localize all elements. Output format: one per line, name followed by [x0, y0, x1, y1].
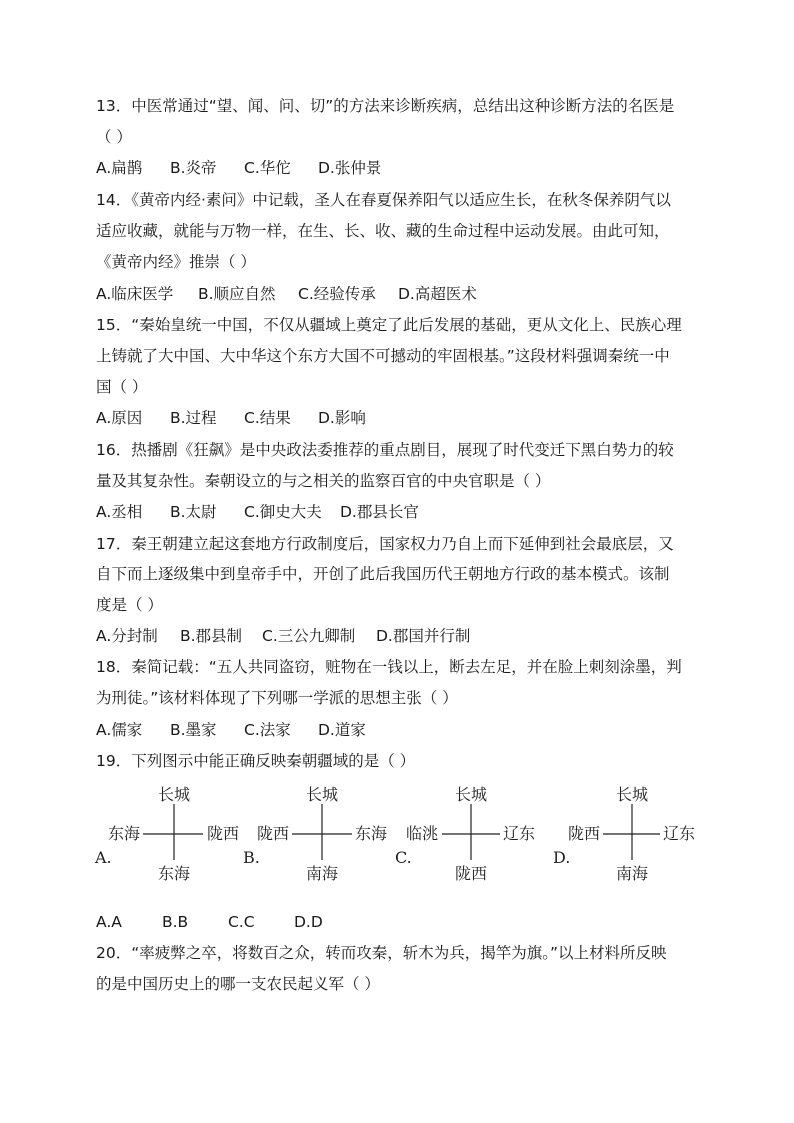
option-d[interactable]: D.郡国并行制 [376, 627, 471, 645]
diagram-letter: C. [395, 848, 412, 867]
option-a[interactable]: A.原因 [96, 409, 143, 427]
option-b[interactable]: B.过程 [170, 409, 217, 427]
option-b[interactable]: B.炎帝 [170, 159, 217, 177]
label-left: 东海 [107, 824, 140, 843]
option-d[interactable]: D.张仲景 [318, 159, 382, 177]
question-19-options [96, 912, 323, 932]
option-d[interactable]: D.影响 [318, 409, 366, 427]
question-17-line-3: 度是（ ） [96, 596, 163, 614]
option-d[interactable]: D.D [294, 913, 323, 931]
option-c[interactable]: C.御史大夫 [244, 503, 322, 521]
label-right: 东海 [355, 824, 388, 843]
diagram-a[interactable] [94, 785, 239, 883]
question-19-line-1: 19．下列图示中能正确反映秦朝疆域的是（ ） [96, 752, 416, 770]
option-b[interactable]: B.B [162, 913, 189, 931]
option-d[interactable]: D.道家 [318, 721, 366, 739]
question-14-line-3: 《黄帝内经》推崇（ ） [96, 253, 256, 271]
question-14-line-2: 适应收藏，就能与万物一样，在生、长、收、藏的生命过程中运动发展。由此可知， [96, 222, 670, 240]
option-a[interactable]: A.丞相 [96, 503, 143, 521]
label-left: 临洮 [405, 824, 438, 843]
option-d[interactable]: D.高超医术 [398, 285, 477, 303]
option-c[interactable]: C.结果 [244, 409, 291, 427]
question-13-line-2: （ ） [96, 128, 132, 146]
option-a[interactable]: A.临床医学 [96, 285, 174, 303]
question-20-line-1: 20．“率疲弊之卒，将数百之众，转而攻秦，斩木为兵，揭竿为旗。”以上材料所反映 [96, 944, 667, 962]
question-16-line-1: 16．热播剧《狂飙》是中央政法委推荐的重点剧目，展现了时代变迁下黑白势力的较 [96, 441, 674, 459]
option-b[interactable]: B.墨家 [170, 721, 217, 739]
label-left: 陇西 [256, 824, 289, 843]
question-18-line-2: 为刑徒。”该材料体现了下列哪一学派的思想主张（ ） [96, 689, 458, 707]
question-18-line-1: 18．秦简记载：“五人共同盗窃，赃物在一钱以上，断去左足，并在脸上刺刻涂墨，判 [96, 658, 682, 676]
question-20-line-2: 的是中国历史上的哪一支农民起义军（ ） [96, 975, 380, 993]
label-right: 辽东 [503, 824, 536, 843]
question-16-options [96, 502, 419, 522]
question-13-options [96, 158, 381, 178]
question-17-options [96, 626, 470, 646]
diagram-letter: B. [243, 848, 260, 867]
label-top: 长城 [157, 785, 191, 804]
diagram-b[interactable] [243, 785, 387, 883]
option-d[interactable]: D.郡县长官 [340, 503, 419, 521]
question-13-line-1: 13．中医常通过“望、闻、问、切”的方法来诊断疾病，总结出这种诊断方法的名医是 [96, 97, 675, 115]
label-top: 长城 [454, 785, 488, 804]
diagram-letter: D. [553, 848, 571, 867]
label-left: 陇西 [567, 824, 600, 843]
option-a[interactable]: A.扁鹊 [96, 159, 143, 177]
label-bottom: 南海 [305, 864, 339, 883]
question-15-line-2: 上铸就了大中国、大中华这个东方大国不可撼动的牢固根基。”这段材料强调秦统一中 [96, 347, 670, 365]
option-c[interactable]: C.法家 [244, 721, 291, 739]
question-17-line-2: 自下而上逐级集中到皇帝手中，开创了此后我国历代王朝地方行政的基本模式。该制 [96, 565, 670, 583]
diagram-c[interactable] [395, 785, 535, 883]
label-top: 长城 [305, 785, 339, 804]
question-15-options [96, 408, 366, 428]
option-b[interactable]: B.太尉 [170, 503, 217, 521]
question-18-options [96, 720, 366, 740]
option-a[interactable]: A.分封制 [96, 627, 158, 645]
question-14-line-1: 14．《黄帝内经·素问》中记载，圣人在春夏保养阳气以适应生长，在秋冬保养阴气以 [96, 191, 671, 209]
option-c[interactable]: C.经验传承 [298, 285, 376, 303]
diagram-letter: A. [95, 848, 112, 867]
diagram-d[interactable] [553, 785, 695, 883]
question-15-line-1: 15．“秦始皇统一中国，不仅从疆域上奠定了此后发展的基础，更从文化上、民族心理 [96, 316, 682, 334]
option-a[interactable]: A.儒家 [96, 721, 143, 739]
territory-diagrams [90, 782, 710, 892]
question-17-line-1: 17．秦王朝建立起这套地方行政制度后，国家权力乃自上而下延伸到社会最底层，又 [96, 535, 674, 553]
label-right: 陇西 [207, 824, 240, 843]
label-bottom: 南海 [615, 864, 649, 883]
option-c[interactable]: C.华佗 [244, 159, 291, 177]
label-bottom: 东海 [157, 864, 191, 883]
option-a[interactable]: A.A [96, 913, 122, 931]
label-right: 辽东 [663, 824, 696, 843]
option-b[interactable]: B.郡县制 [180, 627, 243, 645]
question-16-line-2: 量及其复杂性。秦朝设立的与之相关的监察百官的中央官职是（ ） [96, 472, 551, 490]
question-14-options [96, 284, 477, 304]
option-c[interactable]: C.C [228, 913, 255, 931]
label-top: 长城 [615, 785, 649, 804]
question-15-line-3: 国（ ） [96, 378, 148, 396]
option-b[interactable]: B.顺应自然 [198, 285, 276, 303]
option-c[interactable]: C.三公九卿制 [262, 627, 356, 645]
label-bottom: 陇西 [454, 864, 488, 883]
